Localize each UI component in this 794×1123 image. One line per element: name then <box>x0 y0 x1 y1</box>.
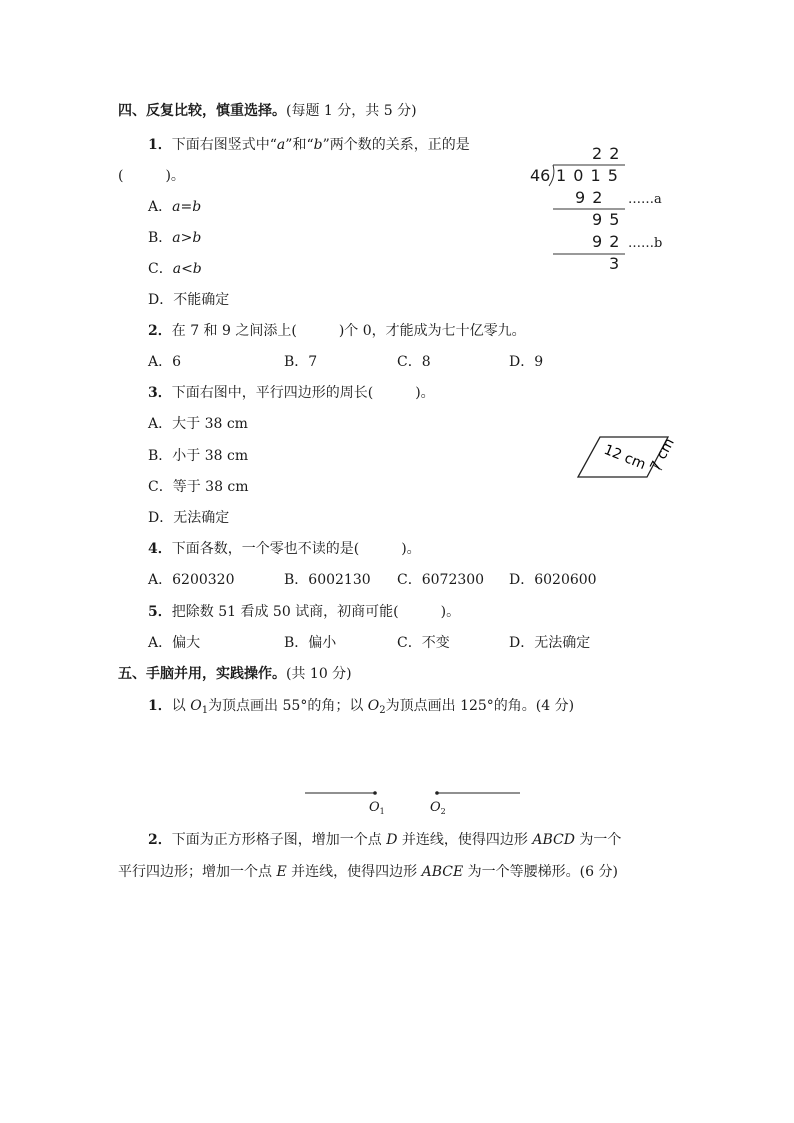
step2: 9 5 <box>592 210 621 229</box>
q3-text: 下面右图中，平行四边形的周长( )。 <box>171 385 435 401</box>
option-letter: A． <box>148 354 173 370</box>
s5-q2-text2: 并连线，使得四边形 <box>397 832 533 848</box>
option-letter: D． <box>148 292 174 308</box>
q2-text: 在 7 和 9 之间添上( )个 0，才能成为七十亿零九。 <box>171 323 526 339</box>
vertex-o2 <box>435 791 439 795</box>
q1-number: 1． <box>148 137 172 153</box>
option-letter: A． <box>148 199 173 215</box>
quad-abce: ABCE <box>421 864 464 880</box>
step1: 9 2 <box>575 188 604 207</box>
option-text: 7 <box>308 354 318 370</box>
option-text: 6200320 <box>172 572 235 588</box>
option-letter: A． <box>148 416 173 432</box>
s5-q1-o2-sub: 2 <box>379 705 386 716</box>
s5-q1-text3: 为顶点画出 125°的角。(4 分) <box>385 698 575 714</box>
q5-text: 把除数 51 看成 50 试商，初商可能( )。 <box>171 604 461 620</box>
s5-q1-text2: 为顶点画出 55°的角；以 <box>208 698 368 714</box>
option-letter: D． <box>509 572 535 588</box>
option-text: 8 <box>421 354 431 370</box>
option-letter: C． <box>397 635 422 651</box>
s5-q1-text1: 以 <box>171 698 191 714</box>
q3-number: 3． <box>148 385 172 401</box>
option-letter: C． <box>397 354 422 370</box>
option-letter: C． <box>397 572 422 588</box>
option-text: 等于 38 cm <box>172 479 249 495</box>
option-letter: B． <box>148 448 173 464</box>
s5-q2-text1: 下面为正方形格子图，增加一个点 <box>171 832 387 848</box>
label-o2-sub: 2 <box>440 807 446 816</box>
side-label-7cm: 7 cm <box>647 435 678 474</box>
option-letter: B． <box>284 635 309 651</box>
option-text: 无法确定 <box>534 635 591 651</box>
label-o2-letter: O <box>430 800 441 815</box>
q4-text: 下面各数，一个零也不读的是( )。 <box>171 541 421 557</box>
q1-var-b: b <box>313 137 323 153</box>
q1-blank: ( )。 <box>118 168 185 184</box>
option-text: 大于 38 cm <box>172 416 248 432</box>
option-text: 偏小 <box>308 635 337 651</box>
option-text: 6 <box>172 354 182 370</box>
q1-text-after: ”两个数的关系，正的是 <box>322 137 470 153</box>
option-letter: D． <box>509 635 535 651</box>
option-text: a<b <box>172 261 202 277</box>
option-text: 6072300 <box>421 572 485 588</box>
option-text: 9 <box>534 354 544 370</box>
s5-q1-number: 1． <box>148 698 172 714</box>
label-a: ……a <box>628 192 662 207</box>
option-text: 6002130 <box>308 572 371 588</box>
quad-abcd: ABCD <box>532 832 575 848</box>
q1-text-a: 下面右图竖式中“ <box>171 137 277 153</box>
label-b: ……b <box>628 236 663 251</box>
option-text: 偏大 <box>172 635 201 651</box>
option-text: 6020600 <box>534 572 597 588</box>
label-o1-letter: O <box>369 800 380 815</box>
vertex-o1 <box>373 791 377 795</box>
s5-q2-line1 <box>148 830 621 850</box>
s5-q2-text5: 并连线，使得四边形 <box>286 864 422 880</box>
label-o1 <box>369 798 385 822</box>
step3: 9 2 <box>592 232 621 251</box>
section4-title: 四、反复比较，慎重选择。 <box>118 103 286 119</box>
option-letter: D． <box>509 354 535 370</box>
option-text: a=b <box>172 199 202 215</box>
option-letter: C． <box>148 479 173 495</box>
s5-q2-text4: 平行四边形；增加一个点 <box>118 864 277 880</box>
option-letter: B． <box>148 230 173 246</box>
option-text: 不变 <box>421 635 450 651</box>
option-letter: B． <box>284 572 309 588</box>
q1-var-a: a <box>276 137 286 153</box>
section5-title: 五、手脑并用，实践操作。 <box>118 666 286 682</box>
q1-text-mid: ”和“ <box>285 137 314 153</box>
option-text: 不能确定 <box>173 292 230 308</box>
s5-q1-o1-sub: 1 <box>201 705 209 716</box>
side-label-12cm: 12 cm <box>601 441 648 474</box>
option-text: 小于 38 cm <box>172 448 249 464</box>
option-text: 无法确定 <box>173 510 230 526</box>
s5-q1-o2: O <box>367 698 380 714</box>
quotient: 2 2 <box>592 144 621 163</box>
s5-q2-text6: 为一个等腰梯形。(6 分) <box>463 864 618 880</box>
option-letter: A． <box>148 635 173 651</box>
option-letter: D． <box>148 510 174 526</box>
s5-q1-o1: O <box>190 698 202 714</box>
option-text: a>b <box>172 230 202 246</box>
dividend: 1 0 1 5 <box>556 166 619 185</box>
s5-q2-number: 2． <box>148 832 172 848</box>
section4-points: (每题 1 分，共 5 分) <box>286 103 417 119</box>
divisor: 46 <box>530 166 551 185</box>
q4-number: 4． <box>148 541 172 557</box>
option-letter: B． <box>284 354 309 370</box>
point-d: D <box>386 832 398 848</box>
label-o1-sub: 1 <box>379 807 385 816</box>
section5-points: (共 10 分) <box>286 666 352 682</box>
q5-number: 5． <box>148 604 172 620</box>
option-letter: A． <box>148 572 173 588</box>
s5-q2-line2 <box>118 862 618 882</box>
option-letter: C． <box>148 261 173 277</box>
q2-number: 2． <box>148 323 172 339</box>
remainder: 3 <box>609 254 620 273</box>
point-e: E <box>276 864 287 880</box>
label-o2 <box>430 798 446 822</box>
s5-q2-text3: 为一个 <box>574 832 622 848</box>
